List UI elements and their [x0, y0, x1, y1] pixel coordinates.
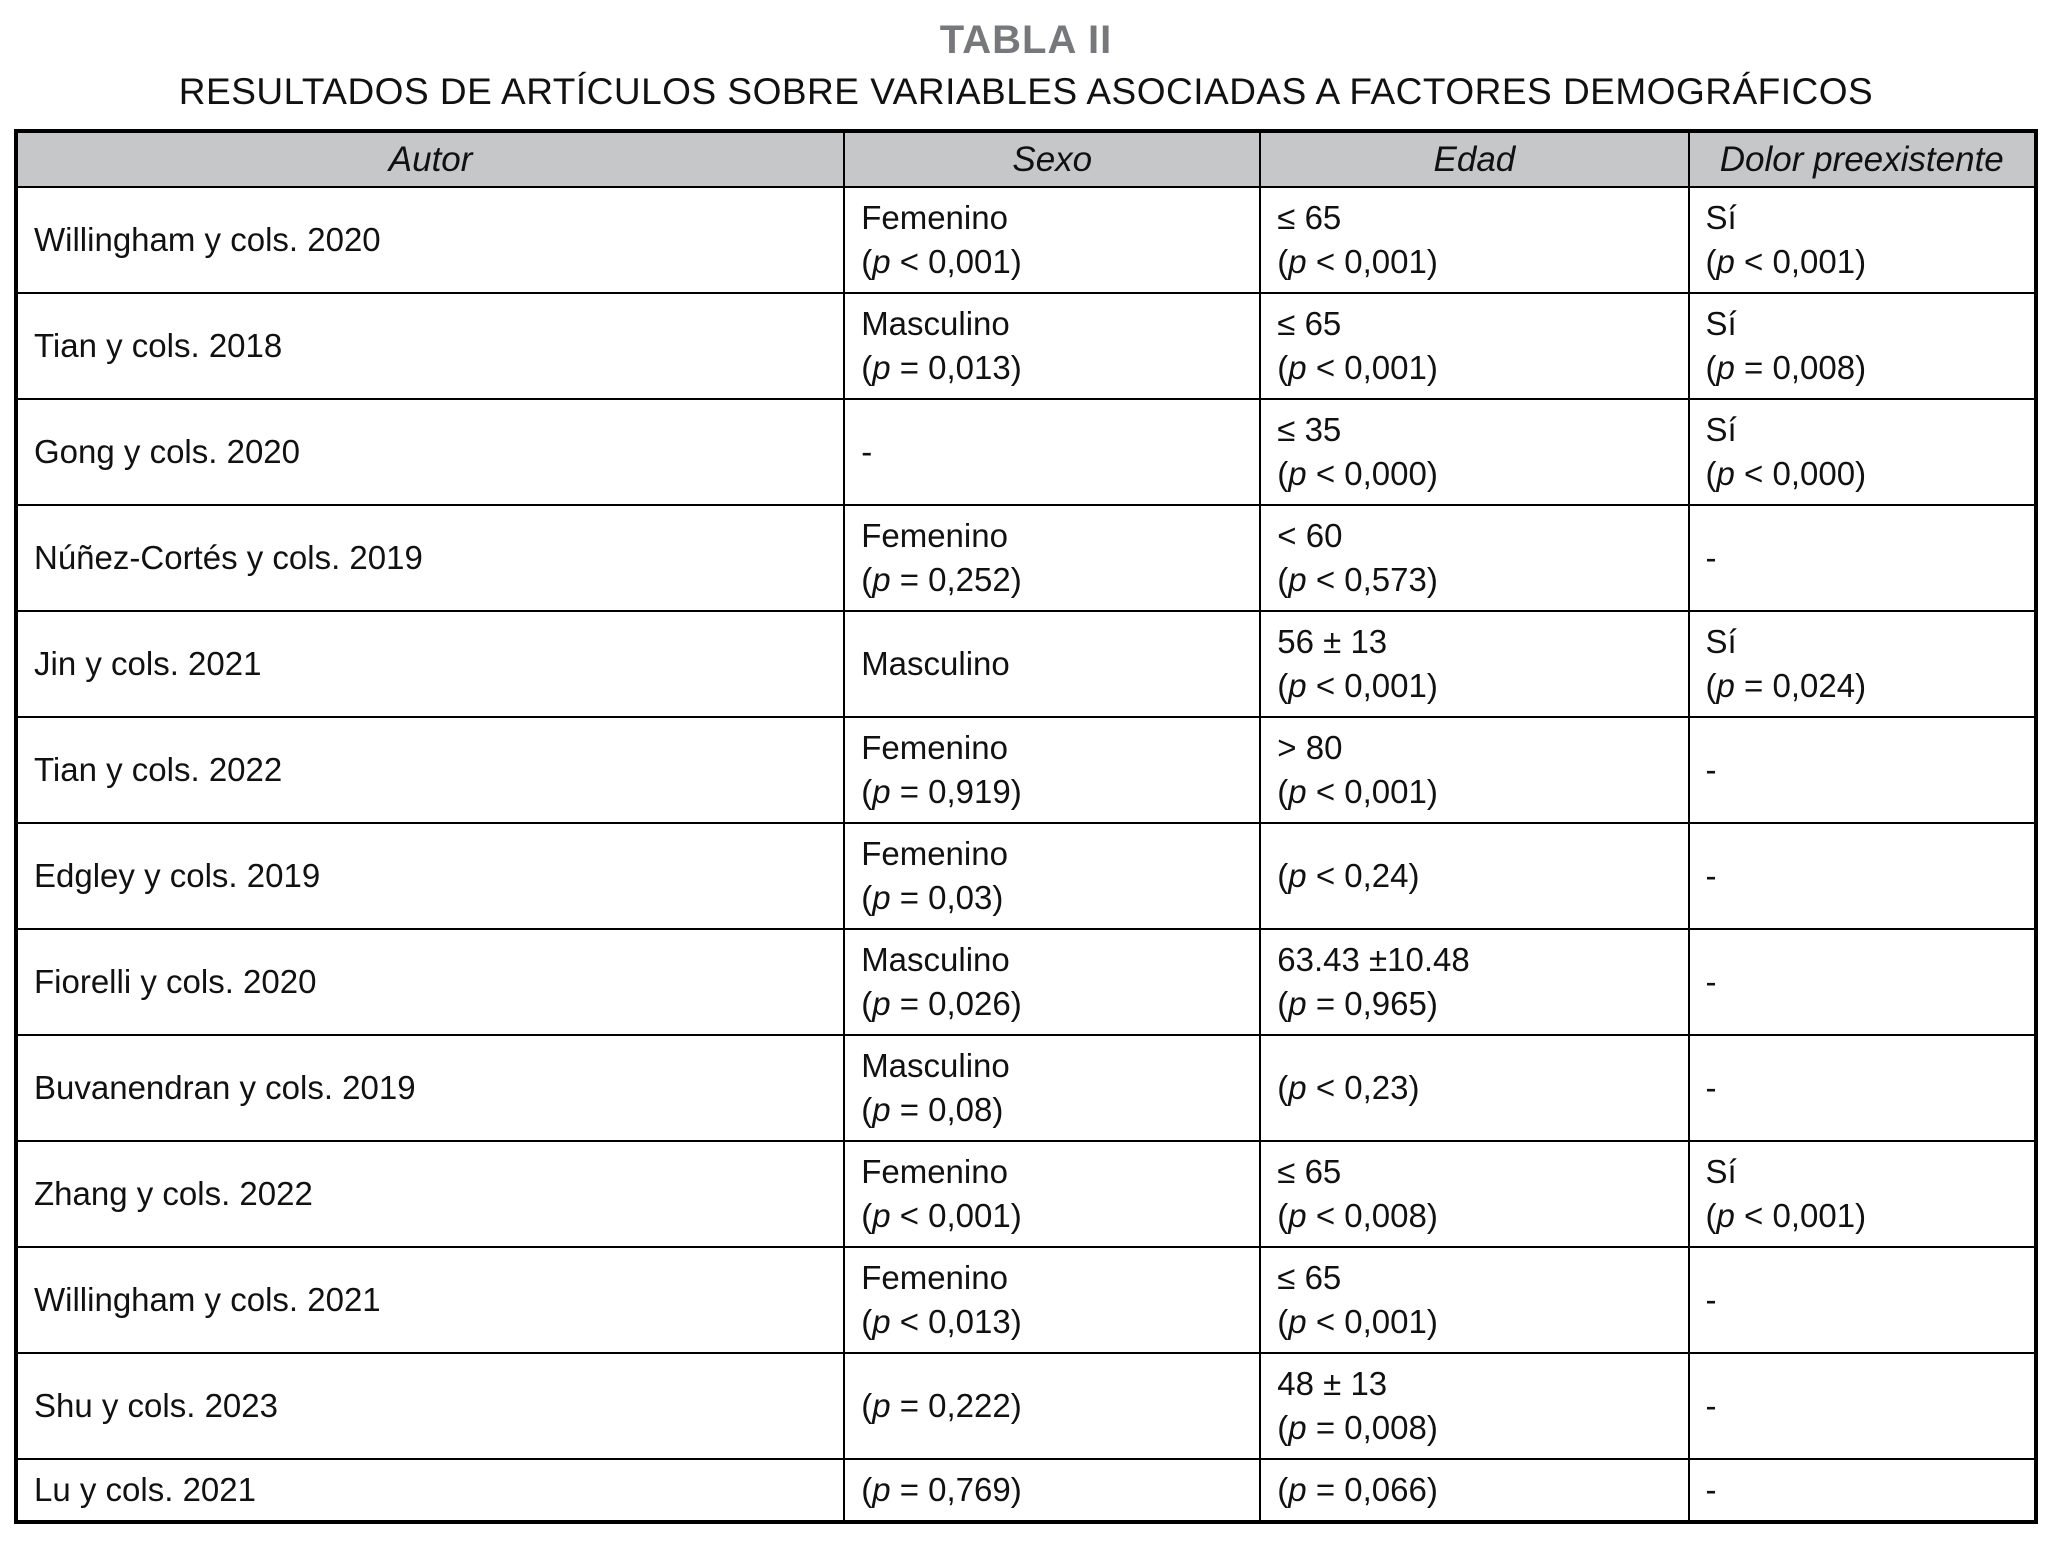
cell-autor [16, 505, 844, 611]
cell-autor [16, 929, 844, 1035]
demographics-results-table [14, 129, 2038, 1524]
cell-line: (p = 0,03) [861, 879, 1004, 916]
table-row [16, 505, 2036, 611]
cell-dolor-preexistente [1689, 823, 2036, 929]
cell-line: Sí [1705, 1153, 1737, 1190]
cell-sexo [844, 293, 1260, 399]
cell-line: (p < 0,001) [1705, 243, 1867, 280]
cell-dolor-preexistente [1689, 1247, 2036, 1353]
cell-line: - [1705, 539, 1717, 576]
cell-dolor-preexistente [1689, 1459, 2036, 1522]
cell-sexo [844, 1353, 1260, 1459]
table-row [16, 1353, 2036, 1459]
cell-autor [16, 1247, 844, 1353]
cell-autor [16, 1035, 844, 1141]
cell-line: (p = 0,008) [1705, 349, 1867, 386]
cell-line: < 60 [1277, 517, 1343, 554]
cell-sexo [844, 717, 1260, 823]
cell-line: - [1705, 963, 1717, 1000]
cell-line: ≤ 65 [1277, 199, 1342, 236]
cell-line: Sí [1705, 199, 1737, 236]
cell-line: - [1705, 857, 1717, 894]
table-title: TABLA II [939, 18, 1113, 62]
cell-line: (p = 0,008) [1277, 1409, 1438, 1446]
cell-edad [1260, 187, 1688, 293]
cell-sexo [844, 929, 1260, 1035]
cell-line: (p < 0,001) [861, 243, 1022, 280]
cell-line: Masculino [861, 645, 1010, 682]
table-row [16, 1141, 2036, 1247]
cell-line: Zhang y cols. 2022 [34, 1175, 313, 1212]
column-header-autor: Autor [16, 131, 844, 187]
cell-line: - [861, 433, 873, 470]
cell-edad [1260, 399, 1688, 505]
cell-line: 48 ± 13 [1277, 1365, 1388, 1402]
cell-dolor-preexistente [1689, 1353, 2036, 1459]
cell-line: Femenino [861, 729, 1008, 766]
cell-line: - [1705, 1387, 1717, 1424]
cell-dolor-preexistente [1689, 293, 2036, 399]
cell-dolor-preexistente [1689, 399, 2036, 505]
cell-dolor-preexistente [1689, 611, 2036, 717]
cell-line: Sí [1705, 305, 1737, 342]
cell-line: ≤ 35 [1277, 411, 1342, 448]
cell-line: Edgley y cols. 2019 [34, 857, 321, 894]
cell-line: > 80 [1277, 729, 1343, 766]
column-header-edad: Edad [1260, 131, 1688, 187]
cell-sexo [844, 1035, 1260, 1141]
cell-edad [1260, 611, 1688, 717]
cell-dolor-preexistente [1689, 929, 2036, 1035]
cell-line: Masculino [861, 305, 1010, 342]
cell-line: Tian y cols. 2022 [34, 751, 283, 788]
cell-sexo [844, 823, 1260, 929]
cell-line: Femenino [861, 1153, 1008, 1190]
cell-line: (p = 0,919) [861, 773, 1022, 810]
cell-line: (p < 0,573) [1277, 561, 1438, 598]
cell-sexo [844, 611, 1260, 717]
cell-edad [1260, 505, 1688, 611]
cell-line: Buvanendran y cols. 2019 [34, 1069, 416, 1106]
cell-line: (p = 0,024) [1705, 667, 1867, 704]
cell-line: Sí [1705, 411, 1737, 448]
cell-autor [16, 823, 844, 929]
cell-line: (p < 0,001) [1705, 1197, 1867, 1234]
table-subtitle: RESULTADOS DE ARTÍCULOS SOBRE VARIABLES ASOCIADAS A FACTORES DEMOGRÁFICOS [178, 71, 1874, 112]
cell-sexo [844, 1459, 1260, 1522]
cell-line: (p < 0,008) [1277, 1197, 1438, 1234]
table-body [16, 187, 2036, 1522]
cell-dolor-preexistente [1689, 1141, 2036, 1247]
cell-autor [16, 717, 844, 823]
cell-line: (p = 0,965) [1277, 985, 1438, 1022]
cell-line: (p < 0,001) [1277, 773, 1438, 810]
cell-dolor-preexistente [1689, 187, 2036, 293]
cell-line: Shu y cols. 2023 [34, 1387, 278, 1424]
cell-autor [16, 293, 844, 399]
cell-edad [1260, 1035, 1688, 1141]
table-row [16, 823, 2036, 929]
cell-line: Sí [1705, 623, 1737, 660]
cell-autor [16, 399, 844, 505]
table-row [16, 293, 2036, 399]
cell-edad [1260, 1141, 1688, 1247]
cell-line: (p = 0,08) [861, 1091, 1004, 1128]
cell-line: - [1705, 751, 1717, 788]
cell-dolor-preexistente [1689, 1035, 2036, 1141]
cell-line: (p < 0,001) [861, 1197, 1022, 1234]
header-row [16, 131, 2036, 187]
cell-line: ≤ 65 [1277, 1259, 1342, 1296]
cell-line: (p < 0,000) [1277, 455, 1438, 492]
cell-autor [16, 1141, 844, 1247]
cell-line: Femenino [861, 199, 1008, 236]
cell-edad [1260, 929, 1688, 1035]
cell-edad [1260, 717, 1688, 823]
cell-sexo [844, 187, 1260, 293]
cell-edad [1260, 1353, 1688, 1459]
cell-line: (p = 0,769) [861, 1471, 1022, 1508]
column-header-sexo: Sexo [844, 131, 1260, 187]
cell-line: - [1705, 1069, 1717, 1106]
cell-line: ≤ 65 [1277, 305, 1342, 342]
cell-line: (p < 0,23) [1277, 1069, 1420, 1106]
cell-dolor-preexistente [1689, 717, 2036, 823]
table-row [16, 717, 2036, 823]
cell-line: Willingham y cols. 2021 [34, 1281, 381, 1318]
table-row [16, 929, 2036, 1035]
cell-line: Núñez-Cortés y cols. 2019 [34, 539, 423, 576]
cell-line: Masculino [861, 941, 1010, 978]
cell-edad [1260, 293, 1688, 399]
cell-line: (p < 0,001) [1277, 243, 1438, 280]
cell-dolor-preexistente [1689, 505, 2036, 611]
cell-autor [16, 611, 844, 717]
cell-line: ≤ 65 [1277, 1153, 1342, 1190]
cell-line: - [1705, 1471, 1717, 1508]
cell-line: (p < 0,001) [1277, 1303, 1438, 1340]
cell-line: (p = 0,066) [1277, 1471, 1438, 1508]
table-row [16, 611, 2036, 717]
cell-line: (p < 0,001) [1277, 667, 1438, 704]
table-row [16, 1247, 2036, 1353]
cell-line: Fiorelli y cols. 2020 [34, 963, 317, 1000]
cell-line: Willingham y cols. 2020 [34, 221, 381, 258]
cell-autor [16, 187, 844, 293]
table-row [16, 399, 2036, 505]
cell-line: (p < 0,000) [1705, 455, 1867, 492]
cell-line: (p < 0,013) [861, 1303, 1022, 1340]
cell-line: (p < 0,24) [1277, 857, 1420, 894]
cell-sexo [844, 505, 1260, 611]
cell-sexo [844, 1247, 1260, 1353]
cell-line: (p < 0,001) [1277, 349, 1438, 386]
cell-line: (p = 0,252) [861, 561, 1022, 598]
cell-line: - [1705, 1281, 1717, 1318]
cell-line: Masculino [861, 1047, 1010, 1084]
cell-line: Gong y cols. 2020 [34, 433, 300, 470]
cell-line: (p = 0,222) [861, 1387, 1022, 1424]
column-header-dolor-preexistente: Dolor preexistente [1689, 131, 2036, 187]
table-row [16, 1459, 2036, 1522]
cell-line: (p = 0,013) [861, 349, 1022, 386]
cell-line: Femenino [861, 835, 1008, 872]
cell-line: 63.43 ±10.48 [1277, 941, 1470, 978]
cell-line: Lu y cols. 2021 [34, 1471, 256, 1508]
cell-line: Femenino [861, 517, 1008, 554]
table-row [16, 1035, 2036, 1141]
cell-edad [1260, 823, 1688, 929]
cell-line: (p = 0,026) [861, 985, 1022, 1022]
table-row [16, 187, 2036, 293]
cell-autor [16, 1353, 844, 1459]
cell-line: Jin y cols. 2021 [34, 645, 262, 682]
cell-sexo [844, 399, 1260, 505]
cell-edad [1260, 1247, 1688, 1353]
cell-sexo [844, 1141, 1260, 1247]
cell-edad [1260, 1459, 1688, 1522]
cell-line: Femenino [861, 1259, 1008, 1296]
cell-line: 56 ± 13 [1277, 623, 1388, 660]
cell-autor [16, 1459, 844, 1522]
cell-line: Tian y cols. 2018 [34, 327, 283, 364]
